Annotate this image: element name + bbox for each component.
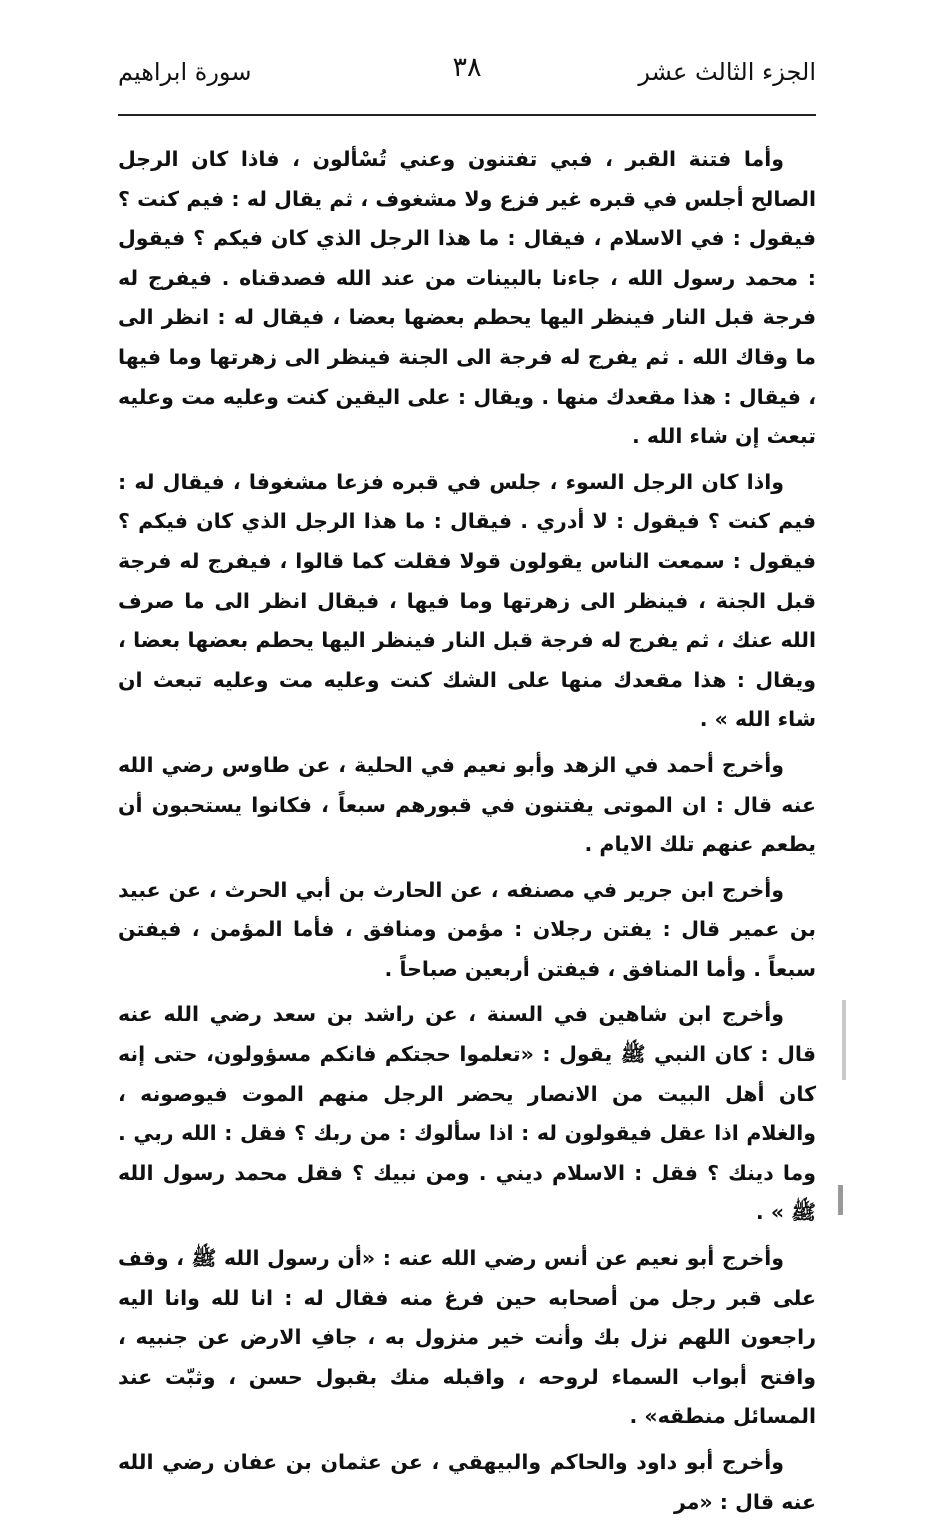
running-header: [118, 52, 816, 92]
paragraph: وأخرج أبو داود والحاكم والبيهقي ، عن عثمان بن عفان رضي الله عنه قال : «مر: [118, 1450, 816, 1514]
page-number: ٣٨: [452, 52, 482, 83]
paragraph: وأخرج ابن شاهين في السنة ، عن راشد بن سعد رضي الله عنه قال : كان النبي ﷺ يقول : «تعلموا حجتكم فانكم مسؤولون، حتى إنه كان أهل البيت من الانصار يحضر الرجل منهم الموت فيوصونه ، والغلام اذا عقل فيقولون له : اذا سألوك : من ربك ؟ فقل : الله ربي . وما دينك ؟ فقل : الاسلام ديني . ومن نبيك ؟ فقل محمد رسول الله ﷺ » .: [118, 1002, 816, 1225]
paragraph: وأخرج أحمد في الزهد وأبو نعيم في الحلية ، عن طاوس رضي الله عنه قال : ان الموتى يفتنون في قبورهم سبعاً ، فكانوا يستحبون أن يطعم عنهم تلك الايام .: [118, 752, 816, 857]
body-text: [118, 140, 816, 1528]
part-title: الجزء الثالث عشر: [638, 58, 816, 86]
surah-title: سورة ابراهيم: [118, 58, 252, 86]
paragraph: وأما فتنة القبر ، فبي تفتنون وعني تُسْألون ، فاذا كان الرجل الصالح أجلس في قبره غير فزع ولا مشغوف ، ثم يقال له : فيم كنت ؟ فيقول : في الاسلام ، فيقال : ما هذا الرجل الذي كان فيكم ؟ فيقول : محمد رسول الله ، جاءنا بالبينات من عند الله فصدقناه . فيفرج له فرجة قبل النار فينظر اليها يحطم بعضها بعضا ، فيقال له : انظر الى ما وقاك الله . ثم يفرج له فرجة الى الجنة فينظر الى زهرتها وما فيها ، فيقال : هذا مقعدك منها . ويقال : على اليقين كنت وعليه مت وعليه تبعث إن شاء الله .: [118, 147, 816, 449]
paragraph: وأخرج ابن جرير في مصنفه ، عن الحارث بن أبي الحرث ، عن عبيد بن عمير قال : يفتن رجلان : مؤمن ومنافق ، فأما المؤمن ، فيفتن سبعاً . وأما المنافق ، فيفتن أربعين صباحاً .: [118, 877, 816, 981]
scan-artifact: [842, 1000, 846, 1080]
scan-artifact: [838, 1185, 843, 1215]
header-rule: [118, 114, 816, 116]
paragraph: واذا كان الرجل السوء ، جلس في قبره فزعا مشغوفا ، فيقال له : فيم كنت ؟ فيقول : لا أدري . فيقال : ما هذا الرجل الذي كان فيكم ؟ فيقول : سمعت الناس يقولون قولا فقلت كما قالوا ، فيفرج له فرجة قبل الجنة ، فينظر الى زهرتها وما فيها ، فيقال انظر الى ما صرف الله عنك ، ثم يفرج له فرجة قبل النار فينظر اليها يحطم بعضها بعضا ، ويقال : هذا مقعدك منها على الشك كنت وعليه مت وعليه تبعث ان شاء الله » .: [118, 469, 816, 732]
paragraph: وأخرج أبو نعيم عن أنس رضي الله عنه : «أن رسول الله ﷺ ، وقف على قبر رجل من أصحابه حين فرغ منه فقال له : انا لله وانا اليه راجعون اللهم نزل بك وأنت خير منزول به ، جافِ الارض عن جنبيه ، وافتح أبواب السماء لروحه ، واقبله منك بقبول حسن ، وثبّت عند المسائل منطقه» .: [118, 1246, 816, 1429]
